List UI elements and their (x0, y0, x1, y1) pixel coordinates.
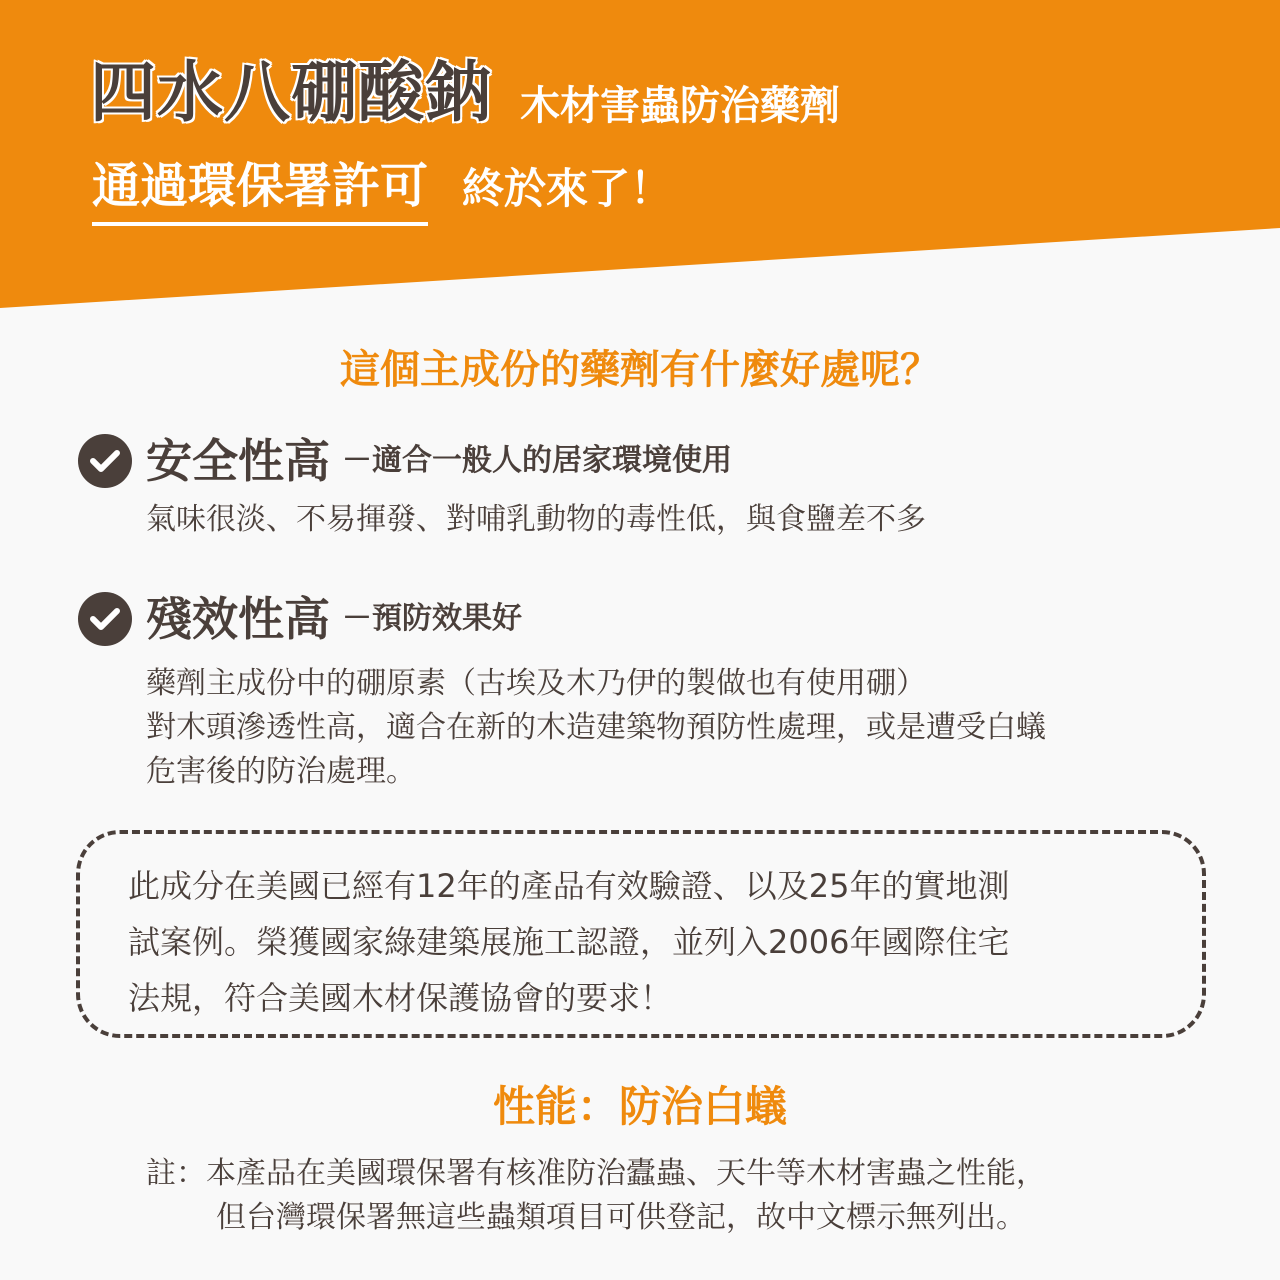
product-title: 四水八硼酸鈉 (90, 54, 492, 131)
description-line: 對木頭滲透性高，適合在新的木造建築物預防性處理，或是遭受白蟻 (146, 710, 1046, 745)
benefit-safety-description (146, 498, 926, 542)
benefit-residual-title: 殘效性高 (146, 592, 330, 646)
benefit-safety-title: 安全性高 (146, 434, 330, 488)
check-icon (78, 434, 132, 488)
benefit-question: 這個主成份的藥劑有什麼好處呢？ (340, 347, 940, 393)
product-subtitle: 木材害蟲防治藥劑 (520, 83, 840, 129)
finally-text: 終於來了！ (462, 164, 673, 213)
certification-line: 法規，符合美國木材保護協會的要求！ (128, 979, 673, 1017)
benefit-safety-header (78, 434, 732, 488)
approval-row (92, 158, 673, 226)
certification-line: 此成分在美國已經有12年的產品有效驗證、以及25年的實地測 (128, 867, 1010, 905)
description-line: 氣味很淡、不易揮發、對哺乳動物的毒性低，與食鹽差不多 (146, 502, 926, 537)
check-icon (78, 592, 132, 646)
benefit-residual-subtitle: －預防效果好 (342, 601, 522, 636)
title-row (90, 54, 840, 131)
benefit-residual-header (78, 592, 522, 646)
certification-text (128, 858, 1009, 1026)
description-line: 藥劑主成份中的硼原素（古埃及木乃伊的製做也有使用硼） (146, 666, 926, 701)
benefit-residual-description (146, 662, 1046, 794)
footnote-line-1: 註：本產品在美國環保署有核准防治蠹蟲、天牛等木材害蟲之性能， (146, 1156, 1046, 1191)
benefit-safety-subtitle: －適合一般人的居家環境使用 (342, 443, 732, 478)
approval-text: 通過環保署許可 (92, 162, 428, 226)
certification-line: 試案例。榮獲國家綠建築展施工認證，並列入2006年國際住宅 (128, 923, 1010, 961)
description-line: 危害後的防治處理。 (146, 754, 416, 789)
footnote-line-2: 但台灣環保署無這些蟲類項目可供登記，故中文標示無列出。 (216, 1200, 1026, 1235)
performance-label: 性能：防治白蟻 (492, 1082, 787, 1131)
